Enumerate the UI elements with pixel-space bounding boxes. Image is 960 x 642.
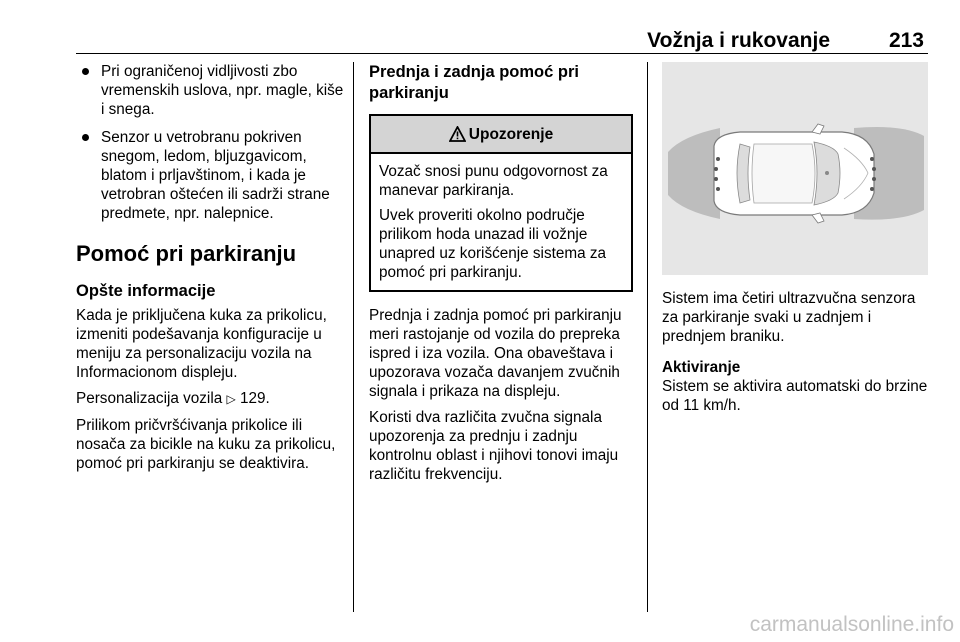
bullet-item: Pri ograničenoj vidljivosti zbo vremenskih uslova, npr. magle, kiše i snega. xyxy=(76,62,348,119)
xref-text: Personalizacija vozila xyxy=(76,390,223,407)
paragraph: Koristi dva različita zvučna signala upozorenja za prednju i zadnju kontrolnu oblast i njihovi tonovi imaju različitu frekvenciju. xyxy=(369,409,619,483)
middle-column xyxy=(369,62,633,491)
subheading: Aktiviranje xyxy=(662,359,741,376)
section-heading: Prednja i zadnja pomoć pri parkiranju xyxy=(369,63,579,102)
subheading: Opšte informacije xyxy=(76,282,216,300)
xref-arrow-icon: ▷ xyxy=(226,392,236,406)
paragraph: Prilikom pričvršćivanja prikolice ili nosača za bicikle na kuku za prikolicu, pomoć pri parkiranju se deaktivira. xyxy=(76,417,336,472)
section-heading: Pomoć pri parkiranju xyxy=(76,241,297,266)
left-column xyxy=(76,62,348,480)
car-top-view-sensor-zones-icon xyxy=(662,62,928,275)
right-column xyxy=(662,62,930,422)
paragraph: Sistem ima četiri ultrazvučna senzora za parkiranje svaki u zadnjem i prednjem braniku. xyxy=(662,290,916,345)
column-divider-right xyxy=(647,62,648,612)
warning-paragraph: Vozač snosi punu odgovornost za manevar parkiranja. xyxy=(379,163,608,199)
warning-paragraph: Uvek proveriti okolno područje prilikom hoda unazad ili vožnje unapred uz korišćenje sistema za pomoć pri parkiranju. xyxy=(379,207,607,281)
page-number: 213 xyxy=(888,29,924,52)
warning-header xyxy=(371,116,631,154)
header-rule xyxy=(76,53,928,54)
bullet-list xyxy=(76,62,348,223)
paragraph: Sistem se aktivira automatski do brzine od 11 km/h. xyxy=(662,378,928,414)
warning-box xyxy=(369,114,633,292)
parking-sensor-figure xyxy=(662,62,928,275)
warning-title: Upozorenje xyxy=(468,125,554,143)
chapter-title: Vožnja i rukovanje xyxy=(647,29,830,52)
bullet-item: Senzor u vetrobranu pokriven snegom, ledom, bljuzgavicom, blatom i prljavštinom, i kada je vetrobran oštećen ili sadrži strane predmete, npr. nalepnice. xyxy=(76,128,348,223)
warning-icon xyxy=(449,126,466,142)
watermark: carmanualsonline.info xyxy=(749,613,954,636)
cross-reference[interactable] xyxy=(76,389,348,409)
column-divider-left xyxy=(353,62,354,612)
warning-body xyxy=(371,154,631,290)
paragraph: Kada je priključena kuka za prikolicu, izmeniti podešavanja konfiguracije u meniju za personalizaciju vozila na Informacionom displeju. xyxy=(76,307,327,381)
paragraph: Prednja i zadnja pomoć pri parkiranju meri rastojanje od vozila do prepreka ispred i iza vozila. Ona obaveštava i upozorava vozača davanjem zvučnih signala i prikaza na displeju. xyxy=(369,307,622,400)
xref-page: 129. xyxy=(239,390,270,407)
